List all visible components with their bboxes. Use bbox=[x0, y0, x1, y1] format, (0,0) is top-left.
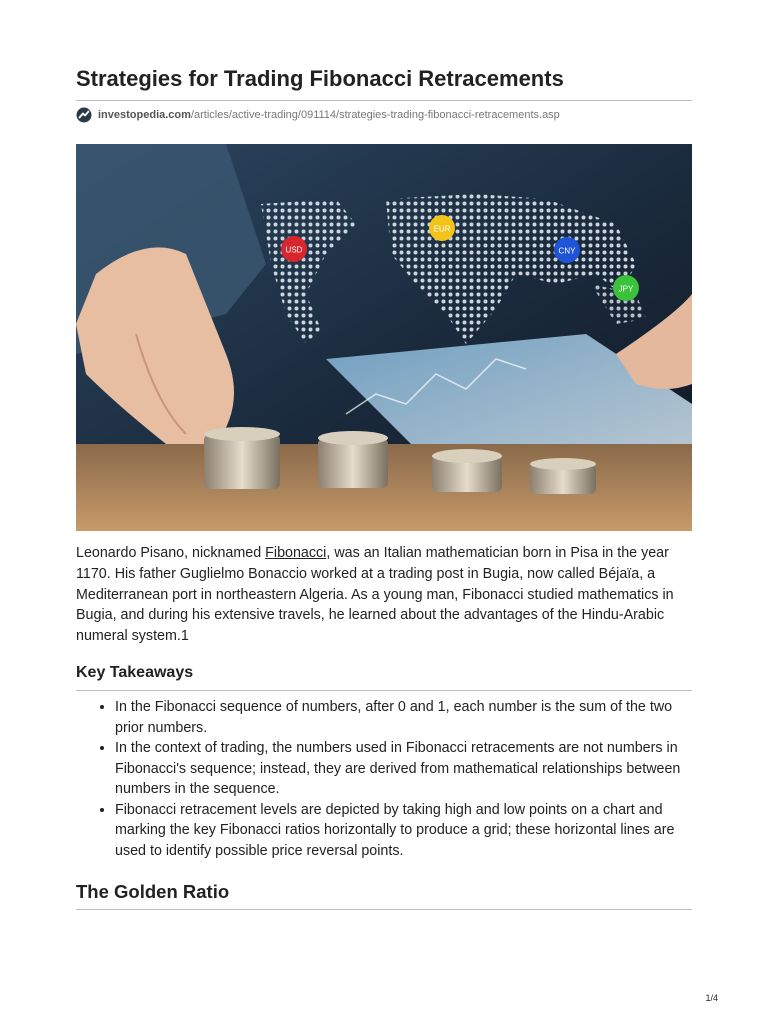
article-title: Strategies for Trading Fibonacci Retracements bbox=[76, 66, 564, 91]
coin-stack bbox=[432, 449, 502, 492]
svg-text:JPY: JPY bbox=[618, 284, 634, 294]
list-item: • Fibonacci retracement levels are depicted by taking high and low points on a chart and marking the key Fibonacci ratios horizontally to produce a grid; these horizontal lines are used to identify possible price reversal points. bbox=[115, 800, 692, 862]
investopedia-logo-icon bbox=[76, 107, 92, 123]
source-path[interactable]: /articles/active-trading/091114/strategies-trading-fibonacci-retracements.asp bbox=[190, 109, 560, 121]
svg-text:EUR: EUR bbox=[433, 224, 451, 234]
golden-ratio-divider bbox=[76, 909, 692, 910]
hero-image bbox=[76, 144, 692, 531]
trading-coins-world-map-illustration bbox=[76, 144, 692, 531]
list-item: • In the Fibonacci sequence of numbers, after 0 and 1, each number is the sum of the two prior numbers. bbox=[115, 697, 692, 738]
source-domain[interactable]: investopedia.com bbox=[98, 109, 191, 121]
currency-badge-eur bbox=[429, 215, 455, 241]
fibonacci-link[interactable]: Fibonacci bbox=[265, 545, 327, 561]
currency-badge-usd bbox=[281, 236, 307, 262]
coin-stack bbox=[318, 431, 388, 488]
key-takeaways-divider bbox=[76, 690, 692, 691]
page-number: 1/4 bbox=[705, 993, 718, 1003]
golden-ratio-heading: The Golden Ratio bbox=[76, 881, 230, 902]
source-line[interactable] bbox=[76, 106, 560, 124]
svg-text:USD: USD bbox=[285, 245, 303, 255]
svg-text:CNY: CNY bbox=[558, 246, 576, 256]
title-divider bbox=[76, 100, 692, 101]
currency-badge-jpy bbox=[613, 275, 639, 301]
key-takeaways-list bbox=[76, 697, 692, 861]
coin-stack bbox=[204, 427, 280, 489]
intro-paragraph: Leonardo Pisano, nicknamed Fibonacci, was an Italian mathematician born in Pisa in the year 1170. His father Guglielmo Bonaccio worked at a trading post in Bugia, now called Béjaïa, a Mediterranean port in northeastern Algeria. As a young man, Fibonacci studied mathematics in Bugia, and during his extensive travels, he learned about the advantages of the Hindu-Arabic numeral system.1 bbox=[76, 545, 674, 645]
list-item: • In the context of trading, the numbers used in Fibonacci retracements are not numbers in Fibonacci's sequence; instead, they are derived from mathematical relationships between numbers in the sequence. bbox=[115, 738, 692, 800]
coin-stack bbox=[530, 458, 596, 494]
currency-badge-cny bbox=[554, 237, 580, 263]
key-takeaways-heading: Key Takeaways bbox=[76, 664, 194, 681]
